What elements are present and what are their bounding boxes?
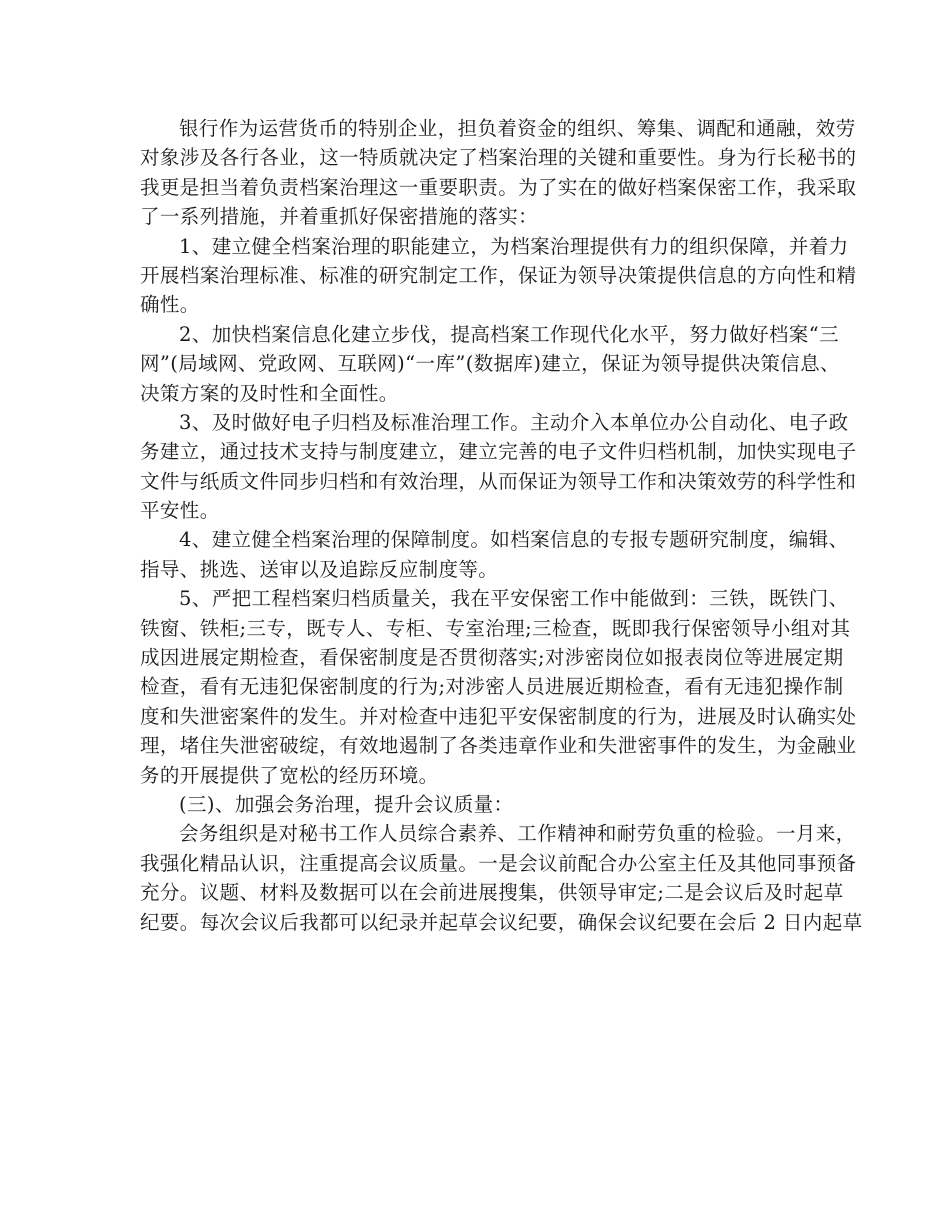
- text-line: 平安性。: [140, 499, 220, 523]
- text-line: 确性。: [140, 293, 200, 317]
- text-line: 4、建立健全档案治理的保障制度。如档案信息的专报专题研究制度，编辑、: [179, 528, 849, 552]
- text-line: 文件与纸质文件同步归档和有效治理，从而保证为领导工作和决策效劳的科学性和: [140, 469, 857, 493]
- text-line: 3、及时做好电子归档及标准治理工作。主动介入本单位办公自动化、电子政: [179, 410, 849, 434]
- text-line: 了一系列措施，并着重抓好保密措施的落实：: [140, 205, 539, 229]
- text-line: 2、加快档案信息化建立步伐，提高档案工作现代化水平，努力做好档案“三: [179, 322, 839, 346]
- text-line: 度和失泄密案件的发生。并对检查中违犯平安保密制度的行为，进展及时认确实处: [140, 704, 857, 728]
- text-line: 对象涉及各行各业，这一特质就决定了档案治理的关键和重要性。身为行长秘书的: [140, 146, 857, 170]
- text-line: 网”(局域网、党政网、互联网)“一库”(数据库)建立，保证为领导提供决策信息、: [140, 352, 840, 376]
- text-line: 指导、挑选、送审以及追踪反应制度等。: [140, 557, 499, 581]
- text-line: 检查，看有无违犯保密制度的行为;对涉密人员进展近期检查，看有无违犯操作制: [140, 675, 844, 699]
- text-line: 务的开展提供了宽松的经历环境。: [140, 763, 439, 787]
- text-line: 充分。议题、材料及数据可以在会前进展搜集，供领导审定;二是会议后及时起草: [140, 881, 844, 905]
- text-line: 成因进展定期检查，看保密制度是否贯彻落实;对涉密岗位如报表岗位等进展定期: [140, 646, 844, 670]
- text-line: 会务组织是对秘书工作人员综合素养、工作精神和耐劳负重的检验。一月来，: [179, 822, 856, 846]
- text-line: 银行作为运营货币的特别企业，担负着资金的组织、筹集、调配和通融，效劳: [179, 117, 856, 140]
- text-line: 5、严把工程档案归档质量关，我在平安保密工作中能做到：三铁，既铁门、: [179, 587, 849, 611]
- document-body: [140, 114, 863, 937]
- text-line: 开展档案治理标准、标准的研究制定工作，保证为领导决策提供信息的方向性和精: [140, 263, 857, 287]
- text-line: 纪要。每次会议后我都可以纪录并起草会议纪要，确保会议纪要在会后 2 日内起草: [140, 910, 863, 934]
- text-line: 我更是担当着负责档案治理这一重要职责。为了实在的做好档案保密工作，我采取: [140, 175, 857, 199]
- text-line: 1、建立健全档案治理的职能建立，为档案治理提供有力的组织保障，并着力: [179, 234, 849, 258]
- text-line: 理，堵住失泄密破绽，有效地遏制了各类违章作业和失泄密事件的发生，为金融业: [140, 734, 857, 758]
- text-line: 决策方案的及时性和全面性。: [140, 381, 399, 405]
- text-line: 铁窗、铁柜;三专，既专人、专柜、专室治理;三检查，既即我行保密领导小组对其: [140, 616, 851, 640]
- text-line: 务建立，通过技术支持与制度建立，建立完善的电子文件归档机制，加快实现电子: [140, 440, 857, 464]
- text-line: 我强化精品认识，注重提高会议质量。一是会议前配合办公室主任及其他同事预备: [140, 851, 857, 875]
- text-line: (三)、加强会务治理，提升会议质量：: [179, 792, 514, 816]
